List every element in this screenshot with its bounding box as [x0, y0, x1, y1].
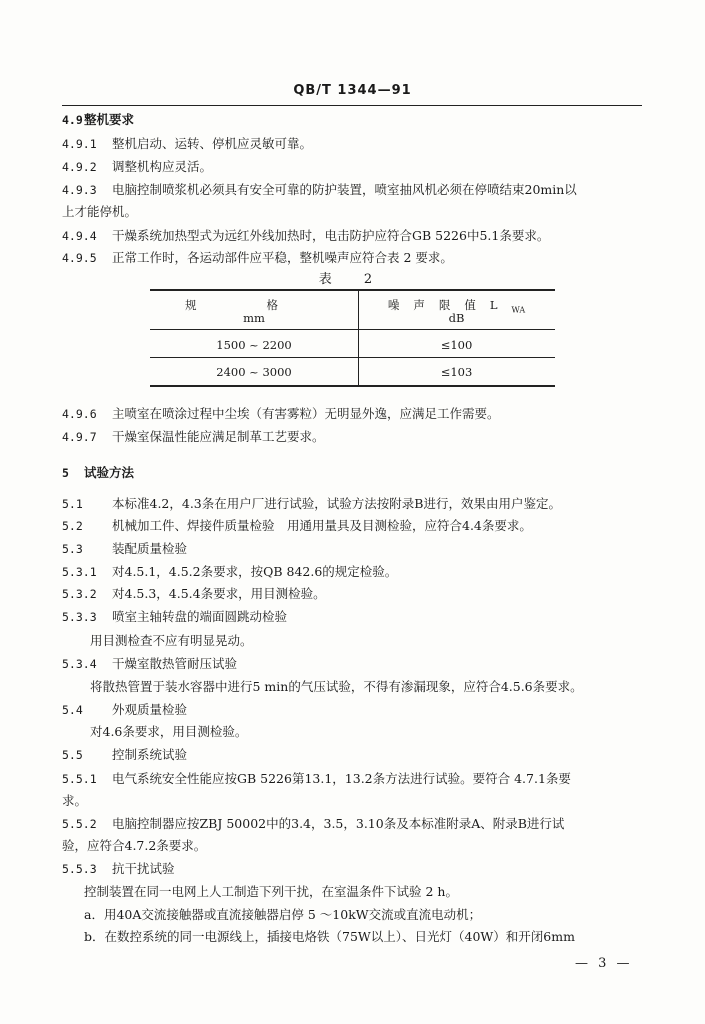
- table-header-spec: 规格: [185, 298, 348, 312]
- clause-body: 将散热管置于装水容器中进行5 min的气压试验，不得有渗漏现象，应符合4.5.6条要求。: [90, 679, 583, 694]
- clause-line: 4.9.4 干燥系统加热型式为远红外线加热时，电击防护应符合GB 5226中5.1条要求。: [62, 228, 550, 243]
- table-header-limit-unit: dB: [448, 311, 465, 325]
- clause-line: 5.4 外观质量检验: [62, 702, 188, 717]
- clause-body: 用目测检查不应有明显晃动。: [90, 633, 253, 648]
- table-header-rule: [150, 329, 555, 330]
- table-cell-spec: 1500 ~ 2200: [216, 338, 292, 352]
- table-header-limit: 噪声限值$L_{WA}$: [387, 298, 526, 315]
- clause-line: 4.9.5 正常工作时，各运动部件应平稳，整机噪声应符合表 2 要求。: [62, 250, 453, 265]
- table-cell-limit: ≤100: [440, 338, 473, 352]
- clause-line: 4.9.1 整机启动、运转、停机应灵敏可靠。: [62, 136, 313, 151]
- table-cell-limit: ≤103: [440, 365, 473, 379]
- table-cell-spec: 2400 ~ 3000: [216, 365, 292, 379]
- list-item: a．用40A交流接触器或直流接触器启停 5 ～10kW交流或直流电动机；: [84, 907, 482, 922]
- table-bottom-rule: [150, 385, 555, 387]
- noise-limit-table: [150, 289, 555, 387]
- clause-line: 4.9.2 调整机构应灵活。: [62, 159, 213, 174]
- list-item: b．在数控系统的同一电源线上，插接电烙铁（75W以上）、日光灯（40W）和开闭6mm: [84, 929, 575, 944]
- clause-line: 5.5.1 电气系统安全性能应按GB 5226第13.1，13.2条方法进行试验。要符合 4.7.1条要: [62, 771, 571, 786]
- document-code: QB/T 1344—91: [293, 83, 412, 98]
- table-caption: 表 2: [318, 272, 387, 287]
- clause-body: 控制装置在同一电网上人工制造下列干扰，在室温条件下试验 2 h。: [84, 884, 458, 899]
- clause-line: 5.5.3 抗干扰试验: [62, 861, 175, 876]
- clause-line: 5.3.1 对4.5.1，4.5.2条要求，按QB 842.6的规定检验。: [62, 564, 398, 579]
- clause-line: 4.9.6 主喷室在喷涂过程中尘埃（有害雾粒）无明显外逸，应满足工作需要。: [62, 406, 500, 421]
- clause-line: 4.9.7 干燥室保温性能应满足制革工艺要求。: [62, 429, 325, 444]
- clause-line: 5.3 装配质量检验: [62, 541, 188, 556]
- clause-line: 5.5 控制系统试验: [62, 747, 188, 762]
- clause-line: 5.3.4 干燥室散热管耐压试验: [62, 656, 238, 671]
- table-header-spec-unit: mm: [243, 311, 265, 325]
- clause-line: 5.3.3 喷室主轴转盘的端面圆跳动检验: [62, 609, 288, 624]
- clause-line: 5.3.2 对4.5.3，4.5.4条要求，用目测检验。: [62, 586, 326, 601]
- clause-line: 5.5.2 电脑控制器应按ZBJ 50002中的3.4，3.5，3.10条及本标准附录A、附录B进行试: [62, 816, 565, 831]
- clause-continuation: 上才能停机。: [62, 204, 138, 219]
- clause-line: 5.1 本标准4.2，4.3条在用户厂进行试验，试验方法按附录B进行，效果由用户鉴定。: [62, 496, 561, 511]
- clause-continuation: 求。: [62, 793, 88, 808]
- clause-continuation: 验，应符合4.7.2条要求。: [62, 838, 207, 853]
- clause-line: 4.9整机要求: [62, 112, 135, 127]
- clause-line: 5.2 机械加工件、焊接件质量检验 用通用量具及目测检验，应符合4.4条要求。: [62, 518, 532, 533]
- table-row-rule: [150, 357, 555, 358]
- section-heading: 5 试验方法: [62, 465, 135, 480]
- clause-line: 4.9.3 电脑控制喷浆机必须具有安全可靠的防护装置，喷室抽风机必须在停喷结束20min以: [62, 182, 577, 197]
- clause-body: 对4.6条要求，用目测检验。: [90, 724, 248, 739]
- header-rule: [62, 105, 642, 106]
- table-top-rule: [150, 289, 555, 291]
- page-number: — 3 —: [575, 956, 633, 971]
